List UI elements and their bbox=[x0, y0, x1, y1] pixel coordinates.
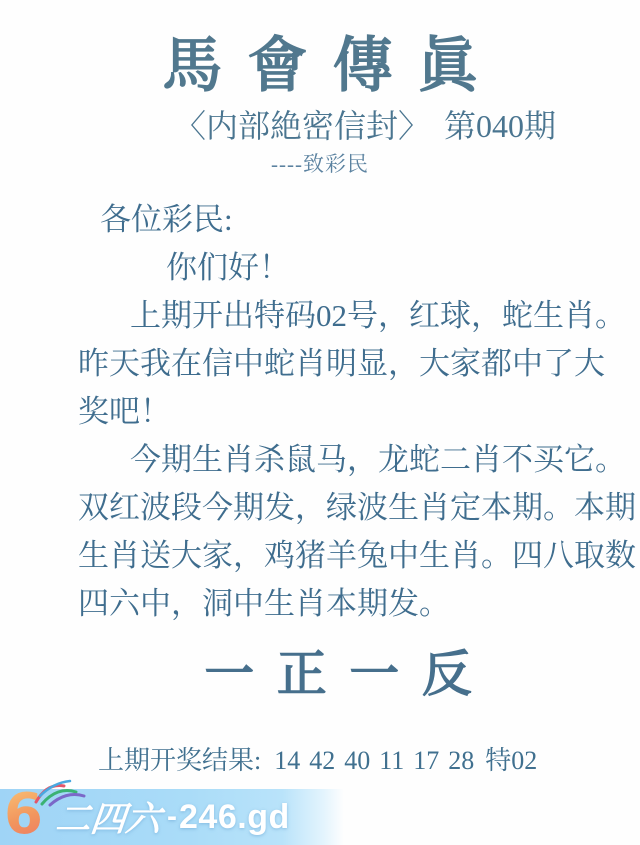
results-label: 上期开奖结果: bbox=[98, 746, 262, 775]
brand-name-chinese: 二四六 bbox=[53, 800, 163, 839]
brand-separator: - bbox=[167, 800, 178, 833]
dedication-line: ----致彩民 bbox=[271, 152, 369, 176]
letter-body bbox=[78, 196, 636, 628]
letter-line: 生肖送大家，鸡猪羊兔中生肖。四八取数 bbox=[78, 538, 636, 573]
page-title: 馬會傳眞 bbox=[162, 33, 503, 99]
special-number bbox=[485, 744, 537, 778]
special-number-value: 02 bbox=[511, 746, 538, 775]
letter-line: 今期生肖杀鼠马，龙蛇二肖不买它。 bbox=[130, 442, 626, 477]
subtitle bbox=[45, 104, 640, 148]
letter-line: 你们好！ bbox=[166, 250, 290, 285]
issue-number: 第040期 bbox=[444, 108, 557, 144]
winning-number: 14 bbox=[274, 746, 301, 775]
letter-line: 双红波段今期发，绿波生肖定本期。本期 bbox=[78, 490, 636, 525]
letter-line: 上期开出特码02号，红球，蛇生肖。 bbox=[130, 298, 626, 333]
number-6-logo-icon: 6 bbox=[4, 782, 43, 845]
letter-line: 昨天我在信中蛇肖明显，大家都中了大 bbox=[78, 346, 605, 381]
brand-lockup bbox=[53, 789, 290, 845]
letter-line: 奖吧！ bbox=[78, 394, 171, 429]
letter-line: 四六中，洞中生肖本期发。 bbox=[78, 586, 450, 621]
footer-banner bbox=[0, 782, 344, 845]
winning-number: 17 bbox=[413, 746, 440, 775]
winning-number: 11 bbox=[379, 746, 405, 775]
winning-number: 28 bbox=[448, 746, 475, 775]
special-prefix: 特 bbox=[485, 746, 512, 775]
results-line bbox=[98, 744, 537, 778]
winning-number: 40 bbox=[344, 746, 371, 775]
slogan: 一正一反 bbox=[204, 646, 495, 702]
envelope-label: 〈内部絶密信封〉 bbox=[173, 108, 430, 144]
letter-line: 各位彩民: bbox=[100, 202, 233, 237]
brand-domain: 246.gd bbox=[179, 797, 290, 836]
winning-number: 42 bbox=[309, 746, 336, 775]
